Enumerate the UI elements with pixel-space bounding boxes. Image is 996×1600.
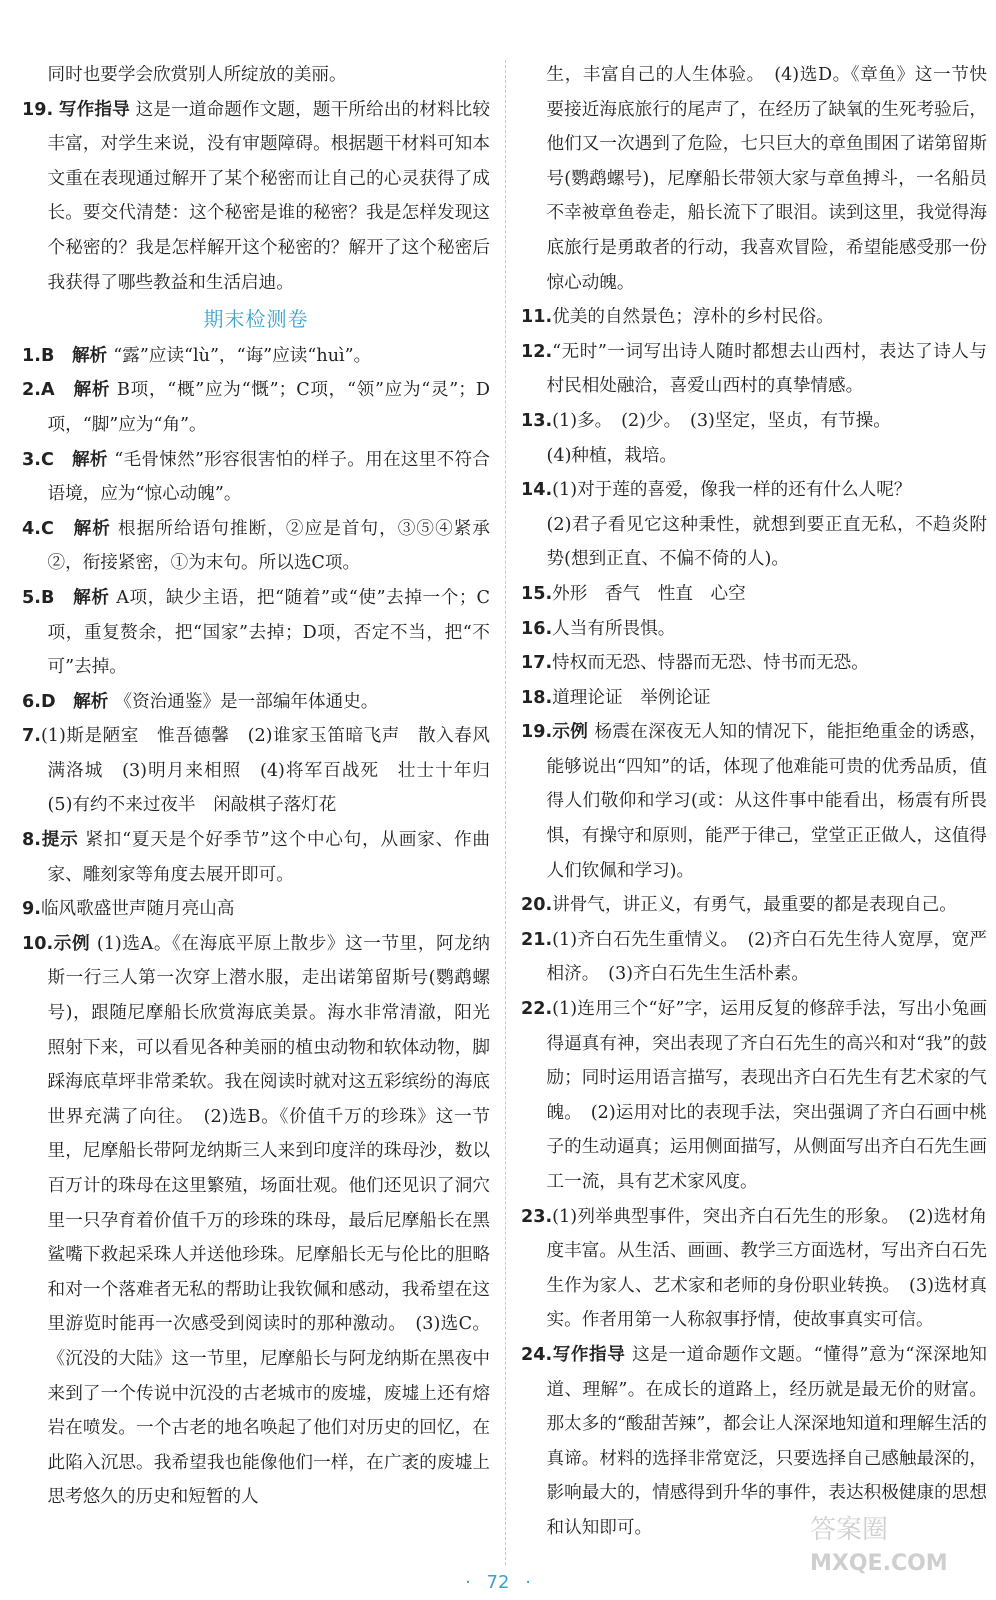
answer-number: 3. bbox=[22, 449, 41, 470]
answer-number: 21. bbox=[521, 929, 553, 950]
answer-keyword: 示例 bbox=[552, 722, 595, 743]
answer-item bbox=[521, 335, 987, 404]
answer-text: 这是一道命题作文题。“懂得”意为“深深地知道、理解”。在成长的道路上，经历就是最无价的财富。那太多的“酸甜苦辣”，都会让人深深地知道和理解生活的真谛。材料的选择非常宽泛，只要选择自己感触最深的，影响最大的，情感得到升华的事件，表达积极健康的思想和认知即可。 bbox=[546, 1344, 987, 1538]
answer-keyword: 解析 bbox=[73, 691, 115, 712]
answer-item bbox=[22, 339, 490, 374]
answer-text: 人当有所畏惧。 bbox=[552, 618, 676, 639]
answer-number: 11. bbox=[521, 307, 553, 328]
answer-number: 12. bbox=[521, 341, 553, 362]
answer-choice: D bbox=[40, 691, 74, 712]
answer-number: 7. bbox=[22, 726, 41, 747]
answer-choice: B bbox=[40, 345, 72, 366]
answer-text: (1)多。 (2)少。 (3)坚定，坚贞，有节操。 bbox=[552, 410, 891, 431]
answer-number: 10. bbox=[22, 933, 54, 954]
question-19-prev bbox=[22, 93, 490, 301]
answer-text: 紧扣“夏天是个好季节”这个中心句，从画家、作曲家、雕刻家等角度去展开即可。 bbox=[47, 830, 490, 885]
answer-item bbox=[22, 373, 490, 442]
answer-number: 20. bbox=[521, 895, 553, 916]
answer-text: B项，“概”应为“慨”；C项，“领”应为“灵”；D项，“脚”应为“角”。 bbox=[47, 380, 490, 435]
column-divider bbox=[505, 60, 506, 1565]
answer-item bbox=[521, 577, 987, 612]
answer-text: (1)齐白石先生重情义。 (2)齐白石先生待人宽厚，宽严相济。 (3)齐白石先生生活朴素。 bbox=[546, 929, 987, 985]
answer-item bbox=[22, 927, 490, 1515]
answer-item bbox=[22, 685, 490, 720]
question-number: 19. bbox=[22, 99, 54, 120]
answer-choice: C bbox=[40, 449, 73, 470]
dot-right: · bbox=[525, 1572, 531, 1593]
answer-choice: A bbox=[40, 380, 74, 401]
answer-item bbox=[22, 443, 490, 512]
answer-text: (1)列举典型事件，突出齐白石先生的形象。 (2)选材角度丰富。从生活、画画、教学三方面选材，写出齐白石先生作为家人、艺术家和老师的身份职业转换。 (3)选材真实。作者用第一人称叙事抒情，使故事真实可信。 bbox=[546, 1206, 987, 1331]
answer-number: 13. bbox=[521, 410, 553, 431]
answer-text: 根据所给语句推断，②应是首句，③⑤④紧承②，衔接紧密，①为末句。所以选C项。 bbox=[47, 518, 490, 574]
answer-text: 临风歌盛世声随月亮山高 bbox=[40, 899, 235, 920]
answer-item bbox=[521, 681, 987, 716]
answer-list-left bbox=[22, 339, 508, 1515]
answer-keyword: 解析 bbox=[72, 449, 115, 470]
answer-item bbox=[521, 473, 987, 508]
intro-line: 同时也要学会欣赏别人所绽放的美丽。 bbox=[47, 65, 347, 85]
answer-item bbox=[521, 646, 987, 681]
answer-keyword: 写作指导 bbox=[552, 1344, 633, 1365]
answer-text: (2)君子看见它这种秉性，就想到要正直无私，不趋炎附势(想到正直、不偏不倚的人)。 bbox=[546, 514, 987, 570]
answer-item bbox=[521, 612, 987, 647]
answer-text: A项，缺少主语，把“随着”或“使”去掉一个；C项，重复赘余，把“国家”去掉；D项，否定不当，把“不可”去掉。 bbox=[47, 587, 490, 678]
answer-text: (1)对于莲的喜爱，像我一样的还有什么人呢？ bbox=[552, 480, 912, 501]
answer-item bbox=[22, 719, 508, 823]
continuation-text: 生，丰富自己的人生体验。 (4)选D。《章鱼》这一节快要接近海底旅行的尾声了，在经历了缺氧的生死考验后，他们又一次遇到了危险，七只巨大的章鱼围困了诺第留斯号(鹦鹉螺号)，尼摩船长带领大家与章鱼搏斗，一名船员不幸被章鱼卷走，船长流下了眼泪。读到这里，我觉得海底旅行是勇敢者的行动，我喜欢冒险，希望能感受那一份惊心动魄。 bbox=[546, 65, 987, 293]
answer-text: “无时”一词写出诗人随时都想去山西村，表达了诗人与村民相处融洽，喜爱山西村的真挚情感。 bbox=[546, 341, 987, 397]
answer-text: 恃权而无恐、恃器而无恐、恃书而无恐。 bbox=[552, 653, 869, 674]
answer-text: (1)连用三个“好”字，运用反复的修辞手法，写出小兔画得逼真有神，突出表现了齐白石先生的高兴和对“我”的鼓励；同时运用语言描写，表现出齐白石先生有艺术家的气魄。 (2)运用对比的表现手法，突出强调了齐白石画中桃子的生动逼真；运用侧面描写，从侧面写出齐白石先生画工一流，具有艺术家风度。 bbox=[546, 999, 987, 1192]
answer-item bbox=[521, 300, 987, 335]
answer-keyword: 解析 bbox=[73, 380, 118, 401]
answer-text: 《资治通鉴》是一部编年体通史。 bbox=[114, 691, 379, 712]
question-keyword: 写作指导 bbox=[58, 99, 130, 120]
answer-list-right bbox=[521, 300, 987, 1545]
answer-keyword: 解析 bbox=[73, 587, 117, 608]
watermark-line-1: 答案圈 bbox=[810, 1515, 889, 1545]
answer-number: 24. bbox=[521, 1344, 553, 1365]
answer-text: (4)种植，栽培。 bbox=[546, 445, 678, 466]
answer-item bbox=[22, 892, 490, 927]
answer-number: 22. bbox=[521, 999, 553, 1020]
answer-number: 18. bbox=[521, 687, 553, 708]
answer-item bbox=[521, 888, 987, 923]
answer-choice: C bbox=[40, 518, 74, 539]
page-number: 72 bbox=[486, 1572, 510, 1593]
answer-number: 2. bbox=[22, 380, 41, 401]
answer-number: 4. bbox=[22, 518, 41, 539]
answer-keyword: 解析 bbox=[73, 518, 119, 539]
answer-text: 道理论证 举例论证 bbox=[552, 687, 711, 708]
answer-text: (1)选A。《在海底平原上散步》这一节里，阿龙纳斯一行三人第一次穿上潜水服，走出诺第留斯号(鹦鹉螺号)，跟随尼摩船长欣赏海底美景。海水非常清澈，阳光照射下来，可以看见各种美丽的植虫动物和软体动物，脚踩海底草坪非常柔软。我在阅读时就对这五彩缤纷的海底世界充满了向往。 (2)选B。《价值千万的珍珠》这一节里，尼摩船长带阿龙纳斯三人来到印度洋的珠母沙，数以百万计的珠母在这里繁殖，场面壮观。他们还见识了洞穴里一只孕育着价值千万的珍珠的珠母，最后尼摩船长在黑鲨嘴下救起采珠人并送他珍珠。尼摩船长无与伦比的胆略和对一个落难者无私的帮助让我钦佩和感动，我希望在这里游览时能再一次感受到阅读时的那种激动。 (3)选C。《沉没的大陆》这一节里，尼摩船长与阿龙纳斯在黑夜中来到了一个传说中沉没的古老城市的废墟，废墟上还有熔岩在喷发。一个古老的地名唤起了他们对历史的回忆，在此陷入沉思。我希望我也能像他们一样，在广袤的废墟上思考悠久的历史和短暂的人 bbox=[47, 933, 490, 1508]
answer-item bbox=[521, 439, 987, 474]
question-text: 这是一道命题作文题，题干所给出的材料比较丰富，对学生来说，没有审题障碍。根据题干材料可知本文重在表现通过解开了某个秘密而让自己的心灵获得了成长。要交代清楚：这个秘密是谁的秘密？我是怎样发现这个秘密的？我是怎样解开这个秘密的？解开了这个秘密后我获得了哪些教益和生活启迪。 bbox=[47, 99, 490, 293]
answer-number: 1. bbox=[22, 345, 41, 366]
answer-item bbox=[22, 823, 490, 892]
answer-number: 8. bbox=[22, 830, 41, 851]
left-column bbox=[22, 58, 508, 1515]
answer-item bbox=[22, 512, 490, 581]
watermark-logo bbox=[800, 1500, 980, 1580]
answer-number: 9. bbox=[22, 899, 41, 920]
answer-text: 外形 香气 性直 心空 bbox=[552, 583, 746, 604]
answer-item bbox=[521, 923, 987, 992]
answer-item bbox=[521, 404, 987, 439]
answer-item bbox=[521, 715, 987, 888]
watermark-line-2: MXQE.COM bbox=[810, 1551, 948, 1576]
answer-text: 优美的自然景色；淳朴的乡村民俗。 bbox=[552, 307, 834, 328]
answer-number: 23. bbox=[521, 1206, 553, 1227]
answer-keyword: 示例 bbox=[53, 933, 97, 954]
answer-text: 杨震在深夜无人知的情况下，能拒绝重金的诱惑，能够说出“四知”的话，体现了他难能可贵的优秀品质，值得人们敬仰和学习(或：从这件事中能看出，杨震有所畏惧，有操守和原则，能严于律己，堂堂正正做人，这值得人们钦佩和学习)。 bbox=[546, 722, 987, 881]
answer-text: “毛骨悚然”形容很害怕的样子。用在这里不符合语境，应为“惊心动魄”。 bbox=[47, 449, 490, 505]
dot-left: · bbox=[465, 1572, 471, 1593]
answer-keyword: 解析 bbox=[71, 345, 114, 366]
answer-number: 6. bbox=[22, 691, 41, 712]
answer-keyword: 提示 bbox=[40, 830, 86, 851]
answer-item bbox=[521, 992, 987, 1200]
answer-item bbox=[22, 581, 490, 685]
answer-number: 16. bbox=[521, 618, 553, 639]
right-column bbox=[521, 58, 987, 1546]
answer-text: (1)斯是陋室 惟吾德馨 (2)谁家玉笛暗飞声 散入春风满洛城 (3)明月来相照 (4)将军百战死 壮士十年归 (5)有约不来过夜半 闲敲棋子落灯花 bbox=[40, 726, 508, 816]
answer-number: 15. bbox=[521, 583, 553, 604]
answer-number: 5. bbox=[22, 587, 41, 608]
answer-item bbox=[521, 508, 987, 577]
answer-number: 19. bbox=[521, 722, 553, 743]
answer-text: “露”应读“lù”，“诲”应读“huì”。 bbox=[113, 345, 372, 366]
answer-number: 17. bbox=[521, 653, 553, 674]
answer-number: 14. bbox=[521, 480, 553, 501]
section-title: 期末检测卷 bbox=[203, 307, 309, 332]
answer-item bbox=[521, 1200, 987, 1338]
answer-choice: B bbox=[40, 587, 74, 608]
answer-text: 讲骨气，讲正义，有勇气，最重要的都是表现自己。 bbox=[552, 895, 957, 916]
